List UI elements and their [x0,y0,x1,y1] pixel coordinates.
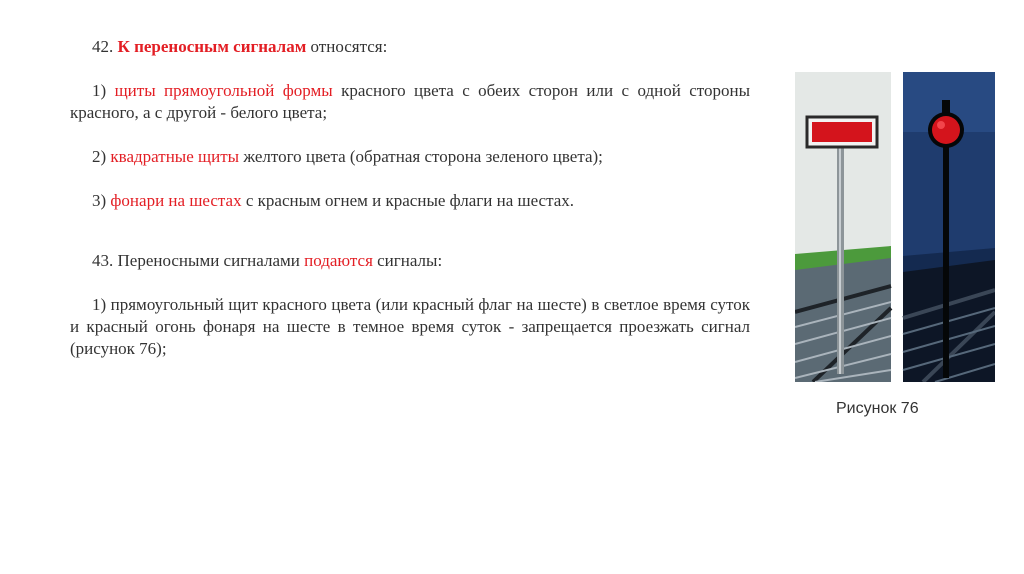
item-42-heading [70,36,750,58]
lamp-top [942,100,950,114]
point-number: 3) [92,191,107,210]
text-content [70,36,750,360]
red-lamp-light [932,116,960,144]
night-signal-panel [903,72,995,382]
signal-illustration [795,72,995,382]
point-highlight: щиты прямоугольной формы [114,81,333,100]
night-pole [943,142,949,378]
pole-highlight [839,138,841,374]
item-42-point-1 [70,80,750,124]
item-42-point-3 [70,190,750,212]
item-43-highlight: подаются [304,251,373,270]
day-signal-panel [795,72,891,382]
point-text: желтого цвета (обратная сторона зеленого цвета); [243,147,603,166]
lamp-glare [937,121,945,129]
item-43-heading [70,250,750,272]
red-rectangular-shield [812,122,872,142]
figure-caption: Рисунок 76 [836,400,919,417]
item-43-point-1: 1) прямоугольный щит красного цвета (или красный флаг на шесте) в светлое время суток и красный огонь фонаря на шесте в темное время суток - запрещается проезжать сигнал (рисунок 76); [70,295,750,358]
item-43-rest: сигналы: [377,251,443,270]
item-42-number: 42. [92,37,114,56]
point-number: 1) [92,81,107,100]
item-42-rest: относятся: [310,37,388,56]
item-42-title: К переносным сигналам [117,37,307,56]
item-42-point-2 [70,146,750,168]
point-number: 2) [92,147,107,166]
point-highlight: фонари на шестах [110,191,242,210]
signal-illustration-svg [795,72,995,382]
item-43-lead: 43. Переносными сигналами [92,251,300,270]
point-highlight: квадратные щиты [110,147,240,166]
point-text: красного цвета с обеих сторон или с одной стороны красного, а с другой - белого цвета; [70,81,751,122]
point-text: с красным огнем и красные флаги на шестах. [245,191,575,210]
